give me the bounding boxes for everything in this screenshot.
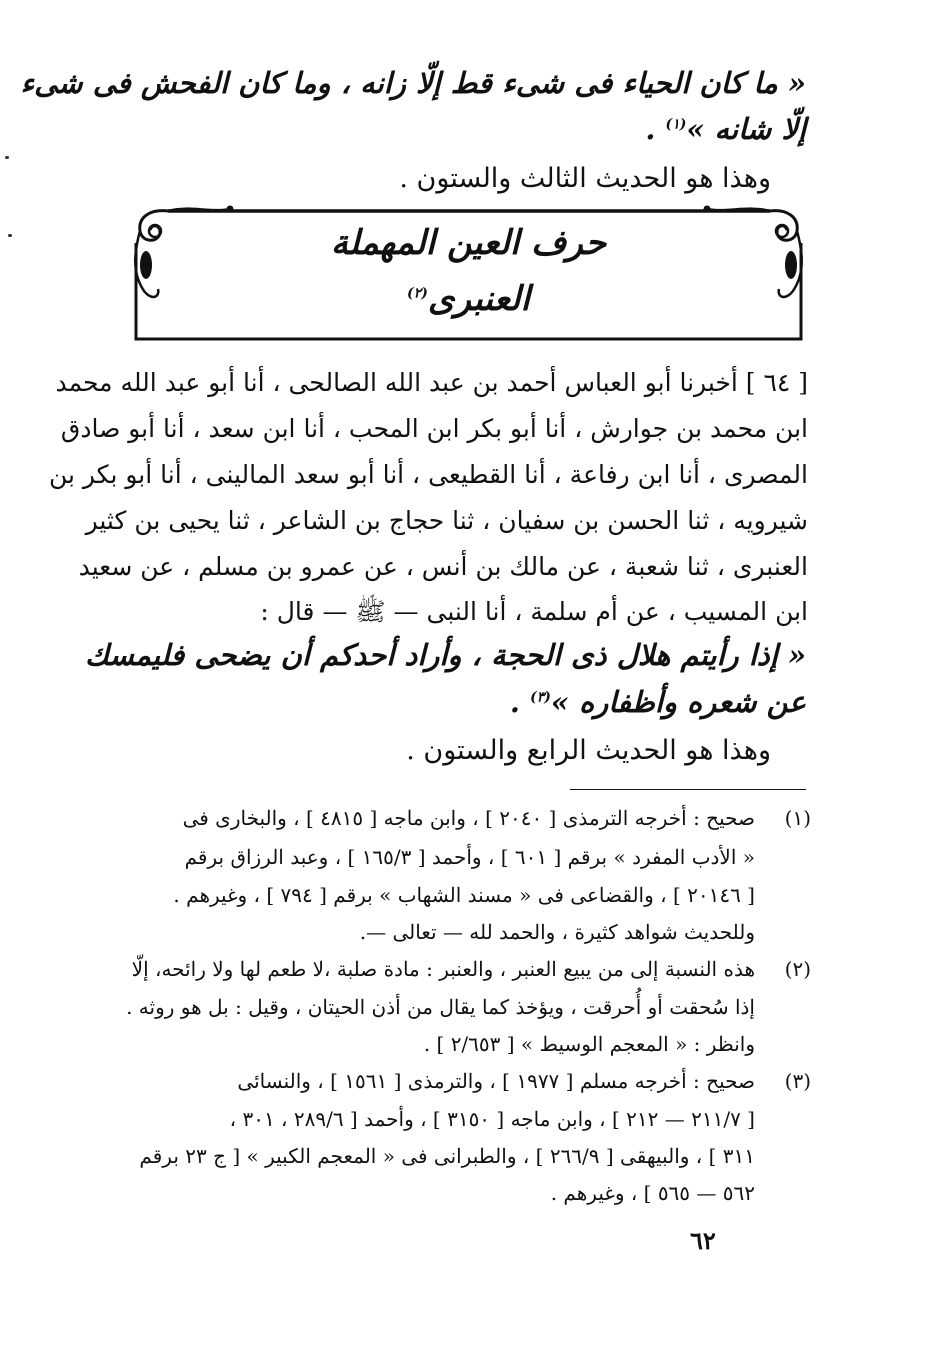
quote-1-end: . <box>645 112 666 146</box>
footnote-3-line-3: ٣١١ ] ، والبيهقى [ ٢٦٦/٩ ] ، والطبرانى فى « المعجم الكبير » [ ج ٢٣ برقم <box>139 1144 755 1168</box>
hadith-line-4: شيرويه ، ثنا الحسن بن سفيان ، ثنا حجاج بن الشاعر ، ثنا يحيى بن كثير <box>85 506 808 535</box>
footnote-2-line-1: هذه النسبة إلى من يبيع العنبر ، والعنبر : مادة صلبة ،لا طعم لها ولا رائحه، إلّا <box>131 957 755 981</box>
footnote-2-number: (٢) <box>784 957 811 981</box>
chapter-subtitle <box>130 279 807 319</box>
footnote-separator <box>570 789 806 790</box>
quote-2-line-2 <box>510 685 806 719</box>
scan-speck <box>5 156 9 159</box>
chapter-header <box>130 203 807 343</box>
hadith-line-6: ابن المسيب ، عن أم سلمة ، أنا النبى — ﷺ — قال : <box>260 597 808 626</box>
quote-1-line-2 <box>645 112 806 146</box>
footnote-ref-1: (١) <box>665 116 687 133</box>
footnote-1-line-1: صحيح : أخرجه الترمذى [ ٢٠٤٠ ] ، وابن ماجه [ ٤٨١٥ ] ، والبخارى فى <box>182 806 755 830</box>
footnote-3-line-2: [ ٢١١/٧ — ٢١٢ ] ، وابن ماجه [ ٣١٥٠ ] ، وأحمد [ ٢٨٩/٦ ، ٣٠١ ، <box>229 1107 755 1131</box>
closing-line-1: وهذا هو الحديث الثالث والستون . <box>399 163 771 194</box>
footnote-3-number: (٣) <box>784 1069 811 1093</box>
subtitle-text: العنبرى <box>427 279 530 319</box>
quote-2-line-1: « إذا رأيتم هلال ذى الحجة ، وأراد أحدكم أن يضحى فليمسك <box>84 638 806 672</box>
hadith-line-3: المصرى ، أنا ابن رفاعة ، أنا القطيعى ، أنا أبو سعد المالينى ، أنا أبو بكر بن <box>48 460 808 489</box>
hadith-line-5: العنبرى ، ثنا شعبة ، عن مالك بن أنس ، عن عمرو بن مسلم ، عن سعيد <box>78 552 808 581</box>
quote-2-text: عن شعره وأظفاره » <box>550 685 806 719</box>
footnote-ref-2: (٢) <box>407 285 428 302</box>
hadith-line-2: ابن محمد بن جوارش ، أنا أبو بكر ابن المحب ، أنا ابن سعد ، أنا أبو صادق <box>60 414 808 443</box>
quote-2-end: . <box>509 685 531 719</box>
footnote-1-line-4: وللحديث شواهد كثيرة ، والحمد لله — تعالى —. <box>359 920 755 944</box>
quote-1-text: إلّا شانه » <box>686 112 806 146</box>
footnote-2-line-3: وانظر : « المعجم الوسيط » [ ٢/٦٥٣ ] . <box>423 1032 755 1056</box>
chapter-title: حرف العين المهملة <box>330 223 607 263</box>
footnote-1-line-3: [ ٢٠١٤٦ ] ، والقضاعى فى « مسند الشهاب » برقم [ ٧٩٤ ] ، وغيرهم . <box>173 883 755 907</box>
footnote-1-line-2: « الأدب المفرد » برقم [ ٦٠١ ] ، وأحمد [ ١٦٥/٣ ] ، وعبد الرزاق برقم <box>184 845 755 869</box>
footnote-3-line-4: ٥٦٢ — ٥٦٥ ] ، وغيرهم . <box>550 1181 755 1205</box>
hadith-line-1: [ ٦٤ ] أخبرنا أبو العباس أحمد بن عبد الله الصالحى ، أنا أبو عبد الله محمد <box>55 368 808 397</box>
footnote-2-line-2: إذا سُحقت أو أُحرقت ، ويؤخذ كما يقال من أذن الحيتان ، وقيل : بل هو روثه . <box>126 995 755 1019</box>
closing-line-2: وهذا هو الحديث الرابع والستون . <box>406 735 771 766</box>
footnote-ref-3: (٣) <box>530 689 551 706</box>
footnote-3-line-1: صحيح : أخرجه مسلم [ ١٩٧٧ ] ، والترمذى [ ١٥٦١ ] ، والنسائى <box>237 1069 755 1093</box>
footnote-1-number: (١) <box>784 806 811 830</box>
quote-1-line-1: « ما كان الحياء فى شىء قط إلّا زانه ، وما كان الفحش فى شىء <box>20 66 806 100</box>
scan-speck <box>8 234 12 237</box>
page-number: ٦٢ <box>690 1226 716 1255</box>
